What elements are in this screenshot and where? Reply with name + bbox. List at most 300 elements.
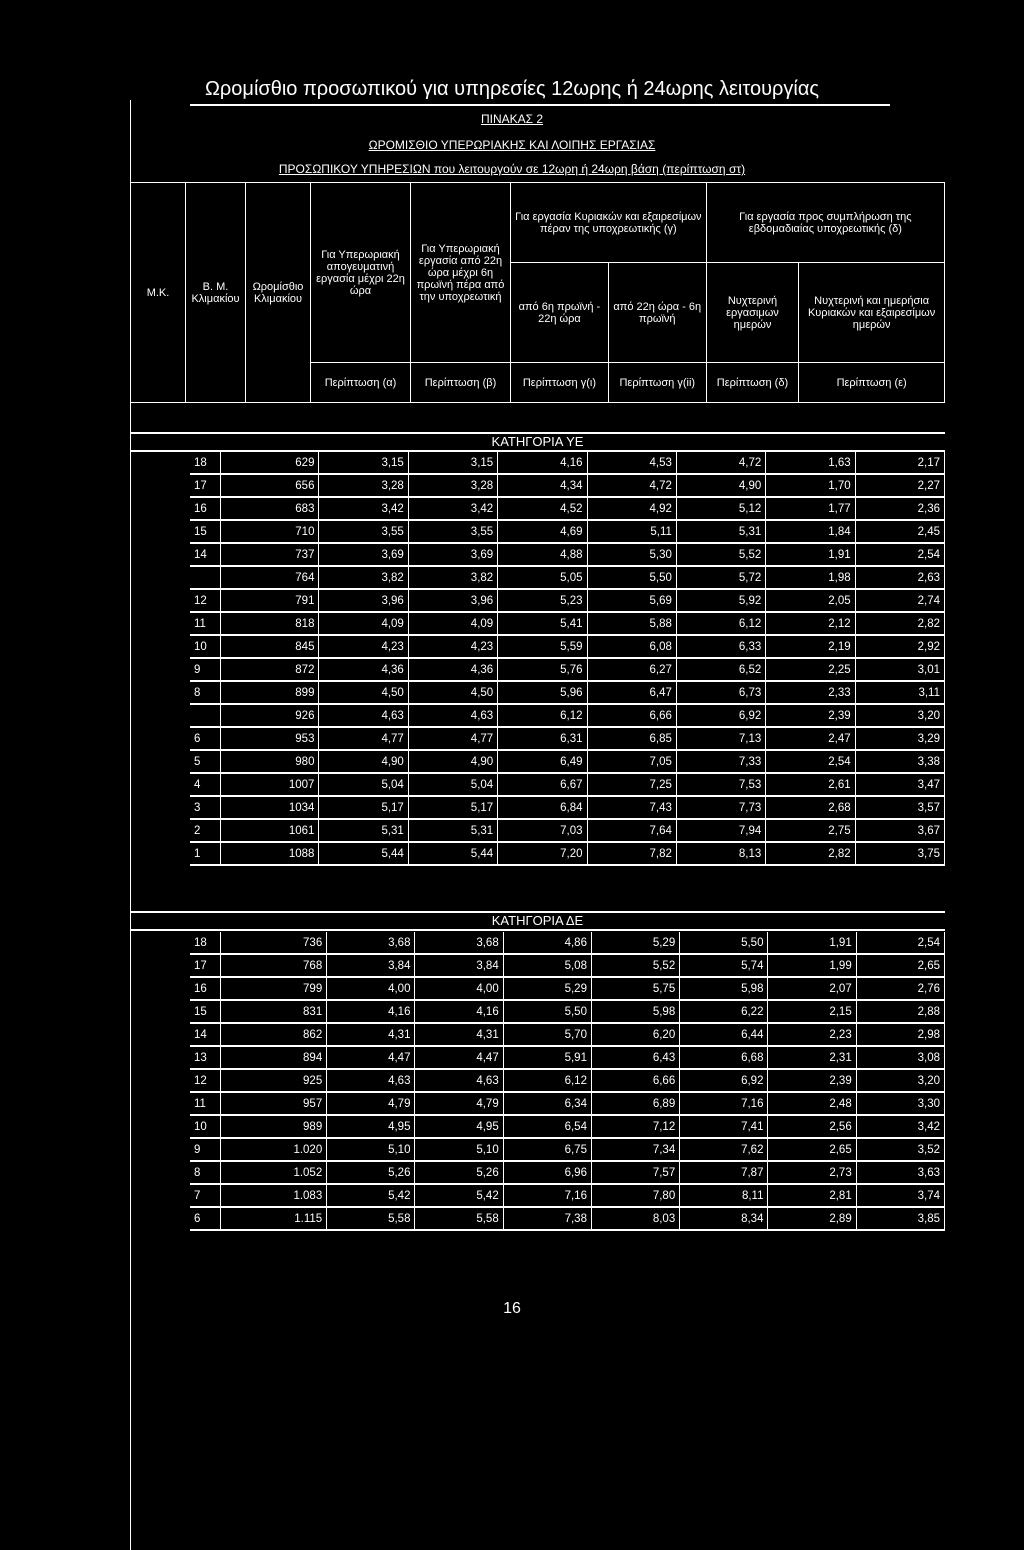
table-cell: 8	[190, 681, 221, 704]
table-row	[190, 1161, 945, 1184]
table-cell: 5,31	[319, 819, 408, 842]
table-cell: 7,64	[587, 819, 676, 842]
table-cell: 7,87	[680, 1161, 768, 1184]
table-cell: 5,05	[498, 566, 587, 589]
table-cell: 3,47	[855, 773, 944, 796]
table-cell: 2,31	[768, 1046, 856, 1069]
table-cell: 5,88	[587, 612, 676, 635]
page-title: Ωρομίσθιο προσωπικού για υπηρεσίες 12ωρης ή 24ωρης λειτουργίας	[204, 78, 820, 100]
table-cell: 1,84	[766, 520, 855, 543]
table-cell: 5	[190, 750, 221, 773]
table-cell: 18	[190, 452, 221, 474]
table-cell: 5,69	[587, 589, 676, 612]
table-cell: 2,54	[855, 543, 944, 566]
table-cell: 14	[190, 1023, 221, 1046]
table-cell: 4,77	[408, 727, 497, 750]
table-cell: 2,74	[855, 589, 944, 612]
table-cell: 8,13	[676, 842, 765, 865]
table-cell: 5,76	[498, 658, 587, 681]
table-cell: 4,95	[415, 1115, 503, 1138]
table-cell: 4,16	[415, 1000, 503, 1023]
table-cell: 4,90	[319, 750, 408, 773]
table-cell: 5,92	[676, 589, 765, 612]
table-cell: 3,69	[408, 543, 497, 566]
table-cell: 6,33	[676, 635, 765, 658]
table-cell: 6,85	[587, 727, 676, 750]
table-cell: 10	[190, 635, 221, 658]
table-cell: 8,11	[680, 1184, 768, 1207]
table-cell: 6,96	[503, 1161, 591, 1184]
table-cell: 862	[221, 1023, 327, 1046]
table-cell: 768	[221, 954, 327, 977]
table-cell: 2,12	[766, 612, 855, 635]
table-cell: 4,36	[408, 658, 497, 681]
table-cell: 5,10	[415, 1138, 503, 1161]
table-cell: 845	[221, 635, 319, 658]
table-row	[190, 1000, 945, 1023]
table-cell: 6	[190, 1207, 221, 1230]
table-cell: 3,38	[855, 750, 944, 773]
table-cell: 7,80	[591, 1184, 679, 1207]
table-cell: 3,96	[319, 589, 408, 612]
table-cell: 6,73	[676, 681, 765, 704]
header-case-e: Περίπτωση (ε)	[799, 363, 945, 403]
table-cell: 7,94	[676, 819, 765, 842]
table-cell: 6,12	[503, 1069, 591, 1092]
table-cell: 3,15	[408, 452, 497, 474]
table-cell: 710	[221, 520, 319, 543]
table-cell: 4	[190, 773, 221, 796]
table-row	[190, 497, 945, 520]
table-cell: 5,74	[680, 954, 768, 977]
table-cell: 2,33	[766, 681, 855, 704]
header-b: Για Υπερωριακή εργασία από 22η ώρα μέχρι 6η πρωϊνή πέρα από την υποχρεωτική	[411, 183, 511, 363]
table-cell: 2,76	[856, 977, 944, 1000]
table-cell: 3,29	[855, 727, 944, 750]
table-cell: 953	[221, 727, 319, 750]
table-cell: 7,53	[676, 773, 765, 796]
table-row	[190, 1069, 945, 1092]
table-cell: 7,73	[676, 796, 765, 819]
table-row	[190, 1023, 945, 1046]
table-cell: 2,47	[766, 727, 855, 750]
table-row	[190, 704, 945, 727]
table-cell: 1.115	[221, 1207, 327, 1230]
table-row	[190, 635, 945, 658]
table-cell: 957	[221, 1092, 327, 1115]
table-cell: 12	[190, 589, 221, 612]
table-cell: 737	[221, 543, 319, 566]
table-cell: 3,67	[855, 819, 944, 842]
table-cell: 5,50	[680, 932, 768, 954]
table-cell: 6,92	[680, 1069, 768, 1092]
table-cell: 8,03	[591, 1207, 679, 1230]
table-cell: 2,17	[855, 452, 944, 474]
table-cell: 5,70	[503, 1023, 591, 1046]
table-cell: 6	[190, 727, 221, 750]
table-cell: 894	[221, 1046, 327, 1069]
table-cell: 9	[190, 658, 221, 681]
table-cell: 4,00	[327, 977, 415, 1000]
table-cell: 5,41	[498, 612, 587, 635]
header-a: Για Υπερωριακή απογευματινή εργασία μέχρι 22η ώρα	[311, 183, 411, 363]
table-row	[190, 819, 945, 842]
table-cell: 12	[190, 1069, 221, 1092]
table-cell: 6,66	[587, 704, 676, 727]
table-cell: 5,04	[319, 773, 408, 796]
header-e: Νυχτερινή και ημερήσια Κυριακών και εξαιρεσίμων ημερών	[799, 263, 945, 363]
table-cell: 2,05	[766, 589, 855, 612]
table-cell: 7,12	[591, 1115, 679, 1138]
table-cell: 2,54	[766, 750, 855, 773]
table-cell: 1	[190, 842, 221, 865]
header-case-a: Περίπτωση (α)	[311, 363, 411, 403]
table-cell: 6,12	[676, 612, 765, 635]
table-cell: 4,23	[408, 635, 497, 658]
table-cell: 16	[190, 977, 221, 1000]
table-cell: 18	[190, 932, 221, 954]
table-cell: 5,50	[587, 566, 676, 589]
table-cell: 9	[190, 1138, 221, 1161]
table-cell: 656	[221, 474, 319, 497]
table-cell: 3,82	[408, 566, 497, 589]
table-row	[190, 566, 945, 589]
table-cell: 6,54	[503, 1115, 591, 1138]
table-cell: 3,11	[855, 681, 944, 704]
table-cell: 2	[190, 819, 221, 842]
table-cell: 1,91	[766, 543, 855, 566]
table-cell: 17	[190, 954, 221, 977]
table-cell: 4,69	[498, 520, 587, 543]
table-cell: 4,47	[415, 1046, 503, 1069]
table-cell: 4,72	[676, 452, 765, 474]
table-cell	[190, 566, 221, 589]
table-number: ΠΙΝΑΚΑΣ 2	[480, 112, 544, 126]
table-row	[190, 474, 945, 497]
table-cell: 4,63	[408, 704, 497, 727]
table-cell: 4,72	[587, 474, 676, 497]
table-cell: 2,36	[855, 497, 944, 520]
table-cell: 15	[190, 520, 221, 543]
table-cell: 1034	[221, 796, 319, 819]
table-cell: 5,96	[498, 681, 587, 704]
table-cell: 4,63	[319, 704, 408, 727]
table-cell: 4,09	[408, 612, 497, 635]
table-cell: 818	[221, 612, 319, 635]
table-cell: 5,98	[591, 1000, 679, 1023]
table-cell: 7,16	[503, 1184, 591, 1207]
table-cell: 7,20	[498, 842, 587, 865]
table-row	[190, 681, 945, 704]
table-cell: 5,17	[319, 796, 408, 819]
table-cell: 2,82	[855, 612, 944, 635]
table-cell: 6,75	[503, 1138, 591, 1161]
table-cell: 4,90	[676, 474, 765, 497]
table-cell: 1.083	[221, 1184, 327, 1207]
table-cell: 764	[221, 566, 319, 589]
table-header	[130, 182, 945, 403]
table-row	[190, 1046, 945, 1069]
table-subtitle-2: ΠΡΟΣΩΠΙΚΟΥ ΥΠΗΡΕΣΙΩΝ που λειτουργούν σε 12ωρη ή 24ωρη βάση (περίπτωση στ)	[278, 162, 746, 176]
table-cell: 4,86	[503, 932, 591, 954]
table-cell: 736	[221, 932, 327, 954]
table-cell: 4,34	[498, 474, 587, 497]
table-cell: 5,04	[408, 773, 497, 796]
table-row	[190, 1138, 945, 1161]
table-cell: 6,43	[591, 1046, 679, 1069]
header-g1: από 6η πρωϊνή - 22η ώρα	[511, 263, 609, 363]
table-cell: 4,88	[498, 543, 587, 566]
table-cell: 7	[190, 1184, 221, 1207]
table-cell: 6,44	[680, 1023, 768, 1046]
table-cell: 2,54	[856, 932, 944, 954]
table-cell: 5,98	[680, 977, 768, 1000]
table-cell: 5,75	[591, 977, 679, 1000]
table-de	[190, 932, 945, 1231]
table-cell: 7,13	[676, 727, 765, 750]
table-row	[190, 773, 945, 796]
table-cell: 1061	[221, 819, 319, 842]
table-cell: 2,88	[856, 1000, 944, 1023]
table-row	[190, 543, 945, 566]
table-cell: 5,17	[408, 796, 497, 819]
table-cell: 4,50	[319, 681, 408, 704]
table-cell: 2,27	[855, 474, 944, 497]
table-cell: 3,28	[408, 474, 497, 497]
table-cell: 3,42	[408, 497, 497, 520]
table-row	[190, 750, 945, 773]
table-cell: 831	[221, 1000, 327, 1023]
table-cell: 3,01	[855, 658, 944, 681]
table-cell: 3,20	[855, 704, 944, 727]
table-cell: 3,68	[415, 932, 503, 954]
table-cell: 8	[190, 1161, 221, 1184]
table-cell: 3,84	[327, 954, 415, 977]
table-cell: 4,79	[415, 1092, 503, 1115]
table-cell: 7,43	[587, 796, 676, 819]
table-cell: 899	[221, 681, 319, 704]
table-cell: 16	[190, 497, 221, 520]
table-cell: 5,29	[503, 977, 591, 1000]
table-ye	[190, 452, 945, 866]
table-cell: 4,09	[319, 612, 408, 635]
table-cell: 5,59	[498, 635, 587, 658]
table-cell: 799	[221, 977, 327, 1000]
table-cell: 3,85	[856, 1207, 944, 1230]
table-cell: 14	[190, 543, 221, 566]
table-cell: 10	[190, 1115, 221, 1138]
table-cell: 5,30	[587, 543, 676, 566]
table-cell: 2,56	[768, 1115, 856, 1138]
header-rate: Ωρομίσθιο Κλιμακίου	[246, 183, 311, 403]
table-cell: 6,12	[498, 704, 587, 727]
table-cell: 4,31	[327, 1023, 415, 1046]
table-cell: 7,62	[680, 1138, 768, 1161]
table-cell: 3,42	[856, 1115, 944, 1138]
table-cell: 5,31	[408, 819, 497, 842]
table-cell: 2,39	[768, 1069, 856, 1092]
table-cell: 4,90	[408, 750, 497, 773]
page-number: 16	[503, 1300, 521, 1317]
table-cell: 2,45	[855, 520, 944, 543]
table-cell: 2,73	[768, 1161, 856, 1184]
table-row	[190, 796, 945, 819]
table-cell: 2,89	[768, 1207, 856, 1230]
table-cell: 2,07	[768, 977, 856, 1000]
table-row	[190, 658, 945, 681]
table-cell: 2,48	[768, 1092, 856, 1115]
table-cell: 1,98	[766, 566, 855, 589]
table-cell: 2,23	[768, 1023, 856, 1046]
table-cell: 5,08	[503, 954, 591, 977]
table-cell: 3,15	[319, 452, 408, 474]
table-cell: 5,58	[327, 1207, 415, 1230]
table-cell: 2,75	[766, 819, 855, 842]
table-cell: 6,31	[498, 727, 587, 750]
table-cell: 3,57	[855, 796, 944, 819]
category-ye: ΚΑΤΗΓΟΡΙΑ ΥΕ	[130, 432, 945, 452]
table-cell: 2,63	[855, 566, 944, 589]
header-case-d: Περίπτωση (δ)	[706, 363, 799, 403]
table-cell: 7,57	[591, 1161, 679, 1184]
table-cell: 629	[221, 452, 319, 474]
table-cell: 7,25	[587, 773, 676, 796]
table-cell: 4,63	[327, 1069, 415, 1092]
table-cell: 7,16	[680, 1092, 768, 1115]
table-cell: 7,82	[587, 842, 676, 865]
table-cell: 4,52	[498, 497, 587, 520]
table-cell: 5,44	[319, 842, 408, 865]
table-row	[190, 727, 945, 750]
table-cell: 4,79	[327, 1092, 415, 1115]
table-cell: 6,67	[498, 773, 587, 796]
table-cell: 3,08	[856, 1046, 944, 1069]
table-cell: 2,25	[766, 658, 855, 681]
table-cell: 2,65	[856, 954, 944, 977]
table-row	[190, 1207, 945, 1230]
table-cell: 6,27	[587, 658, 676, 681]
table-cell: 3,28	[319, 474, 408, 497]
table-cell: 791	[221, 589, 319, 612]
table-cell: 925	[221, 1069, 327, 1092]
table-cell: 926	[221, 704, 319, 727]
table-cell: 4,95	[327, 1115, 415, 1138]
table-cell: 6,92	[676, 704, 765, 727]
table-cell: 2,81	[768, 1184, 856, 1207]
table-cell: 4,92	[587, 497, 676, 520]
table-cell: 2,65	[768, 1138, 856, 1161]
table-cell: 5,10	[327, 1138, 415, 1161]
table-cell: 5,91	[503, 1046, 591, 1069]
table-cell: 1,77	[766, 497, 855, 520]
table-cell: 3,42	[319, 497, 408, 520]
table-cell: 5,29	[591, 932, 679, 954]
table-row	[190, 954, 945, 977]
table-cell: 3	[190, 796, 221, 819]
table-cell: 13	[190, 1046, 221, 1069]
table-row	[190, 589, 945, 612]
table-cell: 4,47	[327, 1046, 415, 1069]
table-cell: 5,72	[676, 566, 765, 589]
table-cell: 2,39	[766, 704, 855, 727]
table-cell: 2,68	[766, 796, 855, 819]
table-row	[190, 1184, 945, 1207]
table-cell: 2,92	[855, 635, 944, 658]
table-cell: 3,82	[319, 566, 408, 589]
table-cell: 1.052	[221, 1161, 327, 1184]
table-cell: 872	[221, 658, 319, 681]
table-cell: 5,23	[498, 589, 587, 612]
table-cell: 5,52	[591, 954, 679, 977]
table-cell: 5,50	[503, 1000, 591, 1023]
header-d1: Νυχτερινή εργασιμων ημερών	[706, 263, 799, 363]
table-cell: 11	[190, 1092, 221, 1115]
table-row	[190, 1092, 945, 1115]
table-cell: 980	[221, 750, 319, 773]
table-row	[190, 842, 945, 865]
table-row	[190, 932, 945, 954]
header-bm: Β. Μ. Κλιμακίου	[186, 183, 246, 403]
table-cell: 7,33	[676, 750, 765, 773]
table-cell: 1,63	[766, 452, 855, 474]
table-cell: 4,31	[415, 1023, 503, 1046]
table-cell: 3,84	[415, 954, 503, 977]
table-cell: 3,68	[327, 932, 415, 954]
table-cell: 989	[221, 1115, 327, 1138]
table-cell: 15	[190, 1000, 221, 1023]
table-cell: 11	[190, 612, 221, 635]
header-d: Για εργασία προς συμπλήρωση της εβδομαδιαίας υποχρεωτικής (δ)	[706, 183, 944, 263]
table-cell: 6,20	[591, 1023, 679, 1046]
table-cell: 1,99	[768, 954, 856, 977]
table-cell: 4,00	[415, 977, 503, 1000]
table-cell: 7,05	[587, 750, 676, 773]
table-cell: 2,19	[766, 635, 855, 658]
header-case-g1: Περίπτωση γ(ι)	[511, 363, 609, 403]
table-cell: 6,22	[680, 1000, 768, 1023]
table-cell: 3,69	[319, 543, 408, 566]
table-cell: 5,31	[676, 520, 765, 543]
table-row	[190, 1115, 945, 1138]
table-cell: 6,68	[680, 1046, 768, 1069]
table-cell: 7,03	[498, 819, 587, 842]
table-cell: 3,55	[319, 520, 408, 543]
table-cell: 4,50	[408, 681, 497, 704]
table-cell: 5,44	[408, 842, 497, 865]
table-cell: 3,55	[408, 520, 497, 543]
table-cell: 4,53	[587, 452, 676, 474]
table-cell: 5,12	[676, 497, 765, 520]
table-cell: 1.020	[221, 1138, 327, 1161]
table-cell: 3,52	[856, 1138, 944, 1161]
header-case-g2: Περίπτωση γ(ii)	[608, 363, 706, 403]
table-cell: 3,30	[856, 1092, 944, 1115]
table-cell: 5,42	[327, 1184, 415, 1207]
table-cell: 5,58	[415, 1207, 503, 1230]
table-cell: 2,61	[766, 773, 855, 796]
table-cell: 5,11	[587, 520, 676, 543]
table-cell: 2,82	[766, 842, 855, 865]
table-cell: 2,15	[768, 1000, 856, 1023]
table-row	[190, 977, 945, 1000]
header-case-b: Περίπτωση (β)	[411, 363, 511, 403]
table-cell: 1007	[221, 773, 319, 796]
category-de: ΚΑΤΗΓΟΡΙΑ ΔΕ	[130, 911, 945, 931]
table-cell: 8,34	[680, 1207, 768, 1230]
table-cell: 17	[190, 474, 221, 497]
table-cell: 7,38	[503, 1207, 591, 1230]
table-cell: 4,16	[498, 452, 587, 474]
